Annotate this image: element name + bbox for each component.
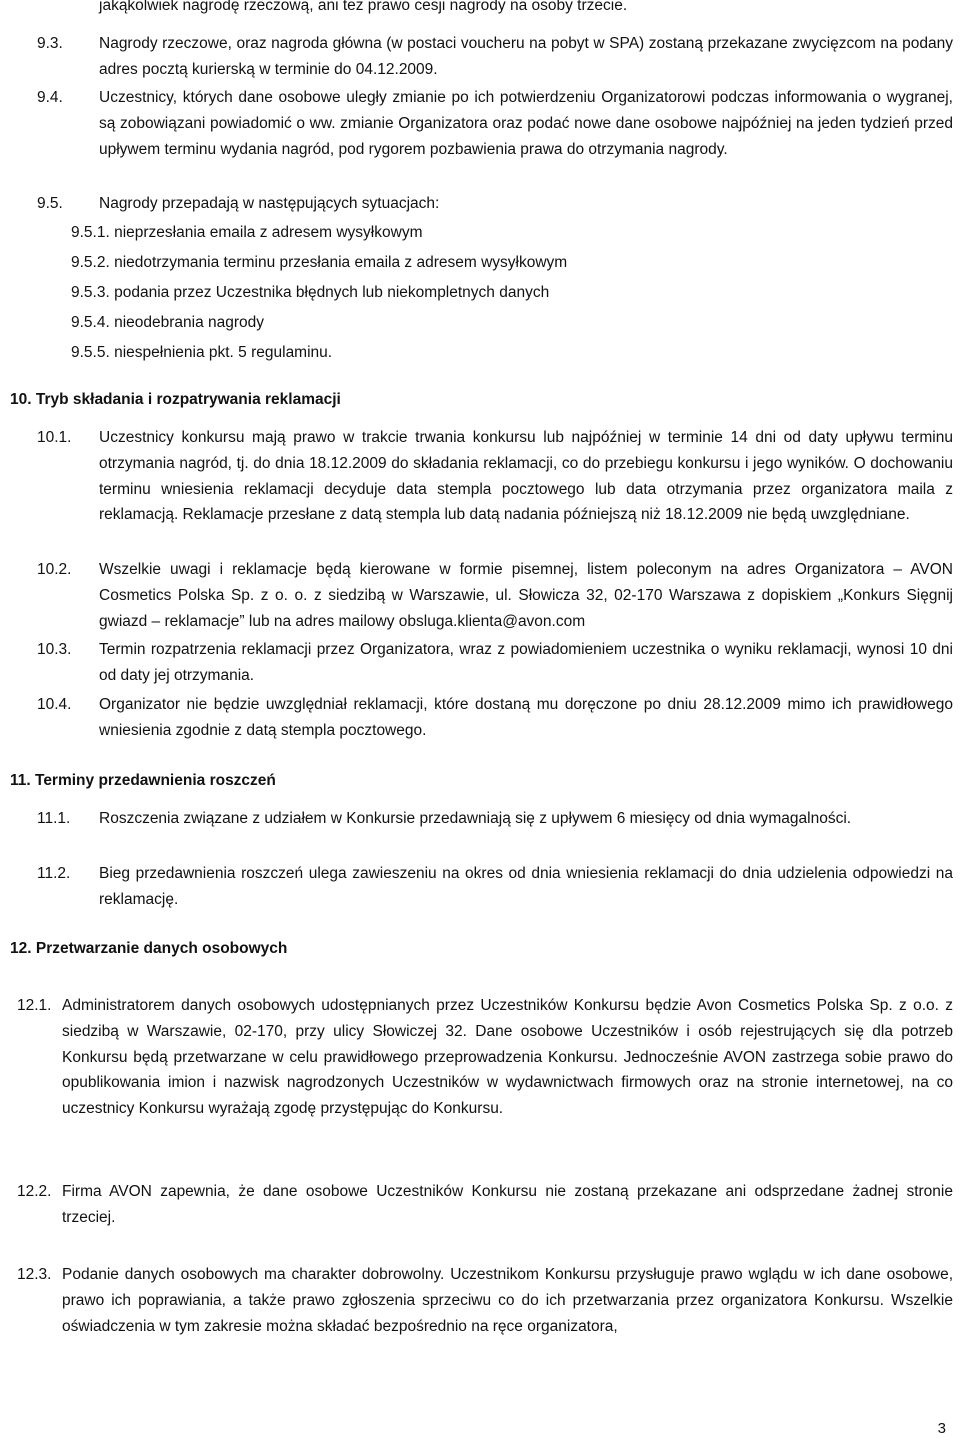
item-text: Firma AVON zapewnia, że dane osobowe Uczestników Konkursu nie zostaną przekazane ani odsprzedane żadnej stronie trzeciej. bbox=[62, 1183, 953, 1226]
item-text: Bieg przedawnienia roszczeń ulega zawieszeniu na okres od dnia wniesienia reklamacji do dnia udzielenia odpowiedzi na reklamację. bbox=[99, 865, 953, 908]
item-number: 9.5. bbox=[37, 195, 63, 212]
section-heading: 11. Terminy przedawnienia roszczeń bbox=[10, 772, 276, 789]
item-number: 10.2. bbox=[37, 561, 72, 578]
item-number: 10.4. bbox=[37, 696, 72, 713]
item-number: 9.4. bbox=[37, 89, 63, 106]
item-text: Roszczenia związane z udziałem w Konkursie przedawniają się z upływem 6 miesięcy od dnia wymagalności. bbox=[99, 810, 852, 827]
continuation-text: jakąkolwiek nagrodę rzeczową, ani też prawo cesji nagrody na osoby trzecie. bbox=[99, 0, 628, 14]
sub-item: 9.5.1. nieprzesłania emaila z adresem wysyłkowym bbox=[71, 224, 423, 241]
item-text: Wszelkie uwagi i reklamacje będą kierowane w formie pisemnej, listem poleconym na adres Organizatora – AVON Cosmetics Polska Sp. z o. o. z siedzibą w Warszawie, ul. Słowicza 32, 02-170 Warszawa z dopiskiem „Konkurs Sięgnij gwiazd – reklamacje” lub na adres mailowy obsluga.klienta@avon.com bbox=[99, 561, 953, 630]
sub-item: 9.5.2. niedotrzymania terminu przesłania emaila z adresem wysyłkowym bbox=[71, 254, 568, 271]
item-text: Nagrody rzeczowe, oraz nagroda główna (w postaci voucheru na pobyt w SPA) zostaną przekazane zwycięzcom na podany adres pocztą kurierską w terminie do 04.12.2009. bbox=[99, 35, 953, 78]
item-text: Nagrody przepadają w następujących sytuacjach: bbox=[99, 195, 440, 212]
item-text: Uczestnicy konkursu mają prawo w trakcie trwania konkursu lub najpóźniej w terminie 14 dni od daty upływu terminu otrzymania nagród, tj. do dnia 18.12.2009 do składania reklamacji, co do przebiegu konkursu i jego wyników. O dochowaniu terminu wniesienia reklamacji decyduje data stempla pocztowego lub data otrzymania przez organizatora maila z reklamacją. Reklamacje przesłane z datą stempla lub datą nadania późniejszą niż 18.12.2009 nie będą uwzględniane. bbox=[99, 429, 953, 524]
item-text: Podanie danych osobowych ma charakter dobrowolny. Uczestnikom Konkursu przysługuje prawo wglądu w ich dane osobowe, prawo ich poprawiania, a także prawo zgłoszenia sprzeciwu co do ich przetwarzania przez organizatora Konkursu. Wszelkie oświadczenia w tym zakresie można składać bezpośrednio na ręce organizatora, bbox=[62, 1266, 953, 1335]
sub-item: 9.5.4. nieodebrania nagrody bbox=[71, 314, 265, 331]
item-number: 12.1. bbox=[17, 997, 52, 1014]
item-number: 12.3. bbox=[17, 1266, 52, 1283]
item-number: 10.3. bbox=[37, 641, 72, 658]
item-number: 9.3. bbox=[37, 35, 63, 52]
item-text: Termin rozpatrzenia reklamacji przez Organizatora, wraz z powiadomieniem uczestnika o wyniku reklamacji, wynosi 10 dni od daty jej otrzymania. bbox=[99, 641, 953, 684]
item-number: 11.1. bbox=[37, 810, 71, 827]
sub-item: 9.5.3. podania przez Uczestnika błędnych lub niekompletnych danych bbox=[71, 284, 550, 301]
page-number: 3 bbox=[937, 1420, 946, 1437]
item-number: 11.2. bbox=[37, 865, 71, 882]
item-number: 12.2. bbox=[17, 1183, 52, 1200]
sub-item: 9.5.5. niespełnienia pkt. 5 regulaminu. bbox=[71, 344, 333, 361]
item-text: Uczestnicy, których dane osobowe uległy zmianie po ich potwierdzeniu Organizatorowi podczas informowania o wygranej, są zobowiązani powiadomić o ww. zmianie Organizatora oraz podać nowe dane osobowe najpóźniej na jeden tydzień przed upływem terminu wydania nagród, pod rygorem pozbawienia prawa do otrzymania nagrody. bbox=[99, 89, 953, 158]
section-heading: 10. Tryb składania i rozpatrywania reklamacji bbox=[10, 391, 341, 408]
section-heading: 12. Przetwarzanie danych osobowych bbox=[10, 940, 288, 957]
item-text: Organizator nie będzie uwzględniał reklamacji, które dostaną mu doręczone po dniu 28.12.2009 mimo ich prawidłowego wniesienia zgodnie z datą stempla pocztowego. bbox=[99, 696, 953, 739]
item-text: Administratorem danych osobowych udostępnianych przez Uczestników Konkursu będzie Avon Cosmetics Polska Sp. z o.o. z siedzibą w Warszawie, 02-170, przy ulicy Słowiczej 32. Dane osobowe Uczestników i osób rejestrujących się dla potrzeb Konkursu będą przetwarzane w celu prawidłowego przeprowadzenia Konkursu. Jednocześnie AVON zastrzega sobie prawo do opublikowania imion i nazwisk nagrodzonych Uczestników w wydawnictwach firmowych oraz na stronie internetowej, na co uczestnicy Konkursu wyrażają zgodę przystępując do Konkursu. bbox=[62, 997, 953, 1118]
item-number: 10.1. bbox=[37, 429, 72, 446]
